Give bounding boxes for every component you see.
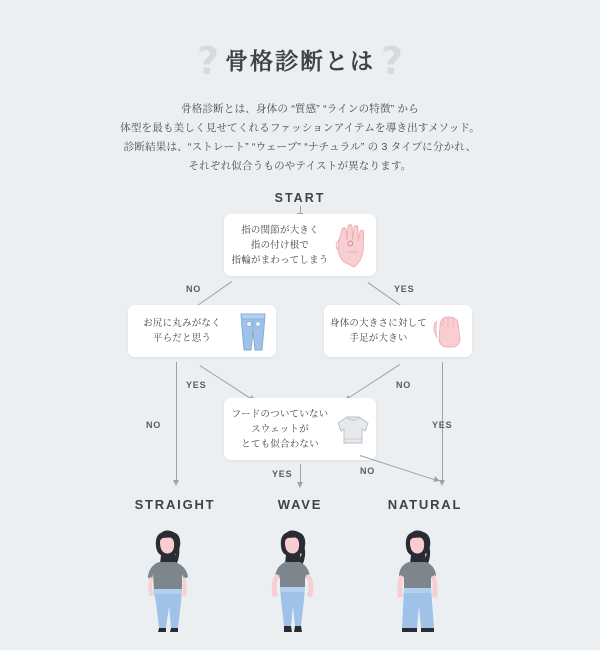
result-label-natural: NATURAL xyxy=(387,497,463,512)
result-label-straight: STRAIGHT xyxy=(134,497,216,512)
node-card-sweatshirt-line-2: スウェットが xyxy=(251,423,309,435)
node-card-hand-line-2: 指の付け根で xyxy=(250,239,310,251)
node-card-hand-line-1: 指の関節が大きく xyxy=(241,224,319,236)
straight-body-figure xyxy=(115,520,235,640)
edge-label-hip-no: NO xyxy=(146,420,162,430)
edge-label-sweat-no: NO xyxy=(360,466,376,476)
result-label-wave: WAVE xyxy=(277,497,323,512)
page-title-text: 骨格診断とは xyxy=(225,47,375,74)
arrow-sweat-to-wave xyxy=(300,464,301,482)
edge-label-hand-yes: YES xyxy=(394,284,415,294)
node-card-hip[interactable] xyxy=(128,305,276,357)
edge-label-limbs-yes: YES xyxy=(432,420,453,430)
arrow-hip-to-straight xyxy=(176,362,177,480)
lead-line-4: それぞれ似合うものやテイストが異なります。 xyxy=(188,160,412,172)
node-card-limbs[interactable] xyxy=(324,305,472,357)
sweatshirt-illustration-icon xyxy=(330,398,376,460)
edge-label-sweat-yes: YES xyxy=(272,469,293,479)
node-card-hip-text xyxy=(128,316,230,346)
page-title xyxy=(0,39,600,83)
arrow-start-to-hand xyxy=(300,206,301,213)
question-mark-icon-left: ? xyxy=(196,39,219,83)
arrow-limbs-to-sweat xyxy=(349,364,400,398)
node-card-hand-text xyxy=(224,223,330,268)
node-card-sweatshirt[interactable] xyxy=(224,398,376,460)
lead-line-1: 骨格診断とは、身体の “質感” “ラインの特徴” から xyxy=(181,103,419,115)
edge-label-limbs-no: NO xyxy=(396,380,412,390)
node-card-hand-line-3: 指輪がまわってしまう xyxy=(231,254,329,266)
node-card-sweatshirt-text xyxy=(224,407,330,452)
edge-label-hip-yes: YES xyxy=(186,380,207,390)
node-card-hip-line-1: お尻に丸みがなく xyxy=(143,318,221,329)
node-card-limbs-line-1: 身体の大きさに対して xyxy=(330,318,428,329)
wave-body-figure xyxy=(240,520,360,640)
foot-hand-illustration-icon xyxy=(427,305,473,357)
node-card-limbs-text xyxy=(324,316,427,346)
edge-label-hand-no: NO xyxy=(186,284,202,294)
lead-paragraph xyxy=(0,100,600,176)
natural-body-figure xyxy=(365,520,485,640)
node-card-hip-line-2: 平らだと思う xyxy=(152,333,212,344)
lead-line-2: 体型を最も美しく見せてくれるファッションアイテムを導き出すメソッド。 xyxy=(120,122,480,134)
node-card-limbs-line-2: 手足が大きい xyxy=(349,333,408,344)
node-card-sweatshirt-line-1: フードのついていない xyxy=(231,408,329,420)
lead-line-3: 診断結果は、“ストレート” “ウェーブ” “ナチュラル” の 3 タイプに分かれ、 xyxy=(123,141,477,153)
jeans-illustration-icon xyxy=(230,305,276,357)
arrow-hip-to-sweat xyxy=(199,365,250,399)
question-mark-icon-right: ? xyxy=(381,39,404,83)
start-label: START xyxy=(274,191,326,205)
node-card-hand[interactable] xyxy=(224,214,376,276)
node-card-sweatshirt-line-3: とても似合わない xyxy=(241,438,319,450)
hand-illustration-icon xyxy=(330,214,376,276)
